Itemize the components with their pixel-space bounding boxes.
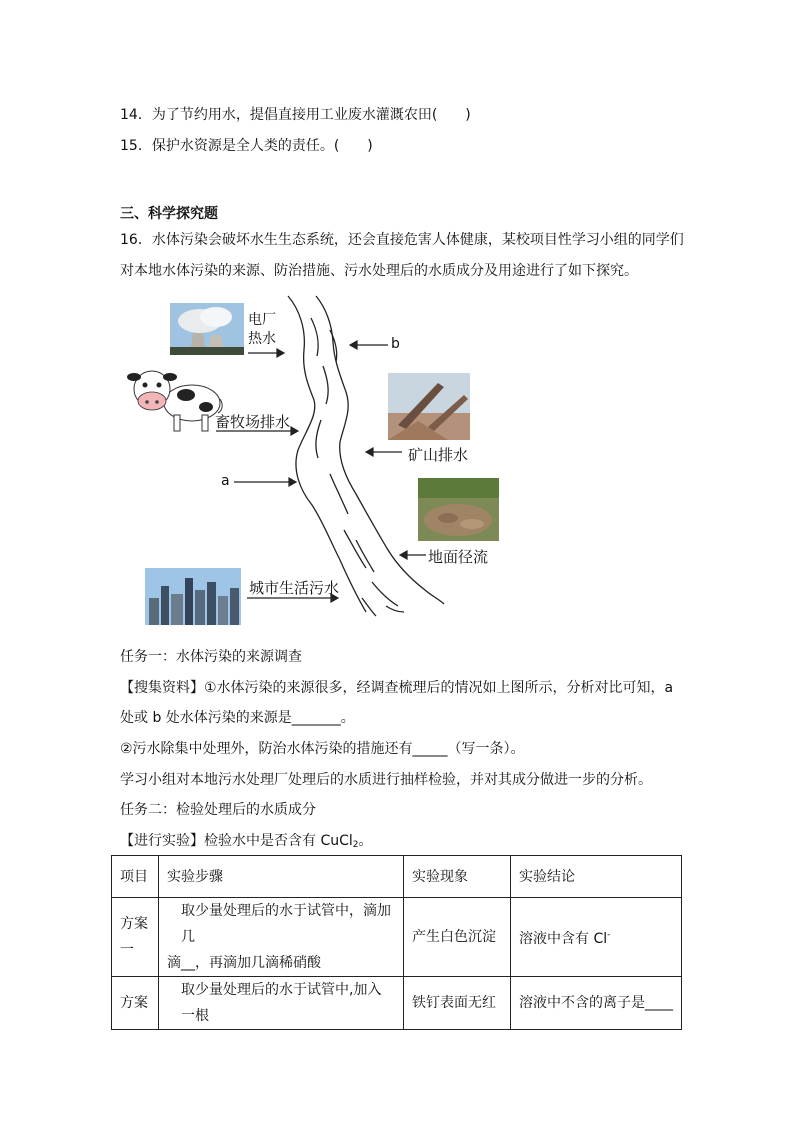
row2-steps: 取少量处理后的水于试管中,加入一根	[159, 977, 404, 1030]
experiment-end: 。	[358, 833, 373, 849]
label-runoff: 地面径流	[428, 548, 489, 566]
cow-image	[126, 365, 226, 435]
mine-photo	[388, 373, 470, 440]
row1-phenomenon: 产生白色沉淀	[404, 898, 511, 977]
row1-steps: 取少量处理后的水于试管中，滴加几 滴__，再滴加几滴稀硝酸	[159, 898, 404, 977]
row2-conclusion: 溶液中不含的离子是____	[511, 977, 682, 1030]
row2-item: 方案	[112, 977, 159, 1030]
label-ranch: 畜牧场排水	[215, 413, 291, 431]
collect-line3: ②污水除集中处理外，防治水体污染的措施还有_____（写一条）。	[120, 741, 525, 757]
label-a: a	[221, 473, 230, 489]
label-mine: 矿山排水	[408, 446, 469, 464]
label-urban: 城市生活污水	[249, 579, 340, 597]
collect-line1: 【搜集资料】①水体污染的来源很多，经调查梳理后的情况如上图所示，分析对比可知，a	[120, 680, 674, 696]
header-steps: 实验步骤	[159, 856, 404, 898]
experiment-text: 【进行实验】检验水中是否含有 CuCl	[120, 833, 353, 849]
collect-line2: 处或 b 处水体污染的来源是_______。	[120, 710, 355, 726]
experiment-subscript: 2	[352, 840, 359, 850]
power-plant-photo	[170, 303, 244, 355]
runoff-photo	[418, 478, 499, 541]
experiment-table	[111, 855, 682, 1030]
header-phenomenon: 实验现象	[404, 856, 511, 898]
table-header-row	[112, 856, 682, 898]
label-power-plant-1: 电厂	[248, 312, 276, 328]
task1-title: 任务一：水体污染的来源调查	[120, 649, 302, 665]
section-title: 三、科学探究题	[120, 206, 218, 222]
sampling-text: 学习小组对本地污水处理厂处理后的水质进行抽样检验，并对其成分做进一步的分析。	[120, 772, 652, 788]
question-15: 15．保护水资源是全人类的责任。( )	[120, 138, 373, 154]
question-16-line1: 16．水体污染会破坏水生生态系统，还会直接危害人体健康，某校项目性学习小组的同学们	[120, 232, 684, 248]
header-conclusion: 实验结论	[511, 856, 682, 898]
city-photo	[145, 568, 241, 625]
header-item: 项目	[112, 856, 159, 898]
table-row	[112, 898, 682, 977]
label-power-plant-2: 热水	[248, 331, 276, 347]
question-16-line2: 对本地水体污染的来源、防治措施、污水处理后的水质成分及用途进行了如下探究。	[120, 263, 638, 279]
row1-item: 方案 一	[112, 898, 159, 977]
label-b: b	[391, 336, 400, 352]
row2-phenomenon: 铁钉表面无红	[404, 977, 511, 1030]
table-row	[112, 977, 682, 1030]
row1-conclusion: 溶液中含有 Cl-	[511, 898, 682, 977]
task2-title: 任务二：检验处理后的水质成分	[120, 802, 316, 818]
question-14: 14．为了节约用水，提倡直接用工业废水灌溉农田( )	[120, 107, 471, 123]
experiment-title	[120, 830, 373, 850]
